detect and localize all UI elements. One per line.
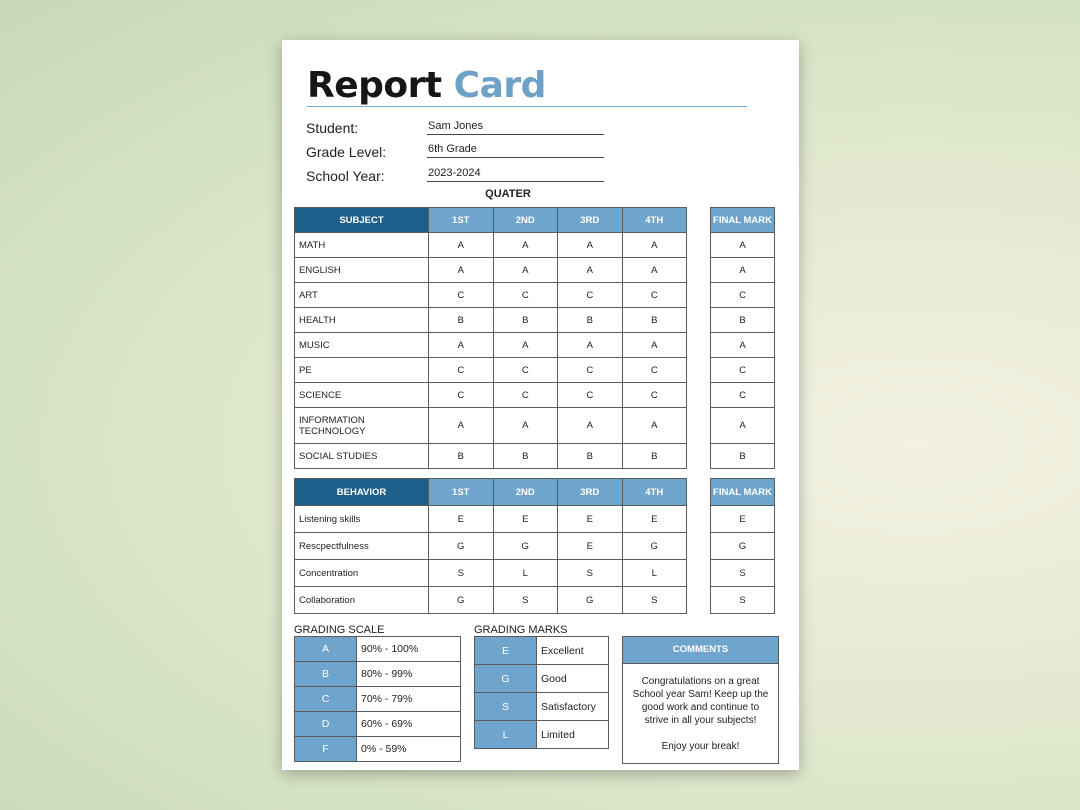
- behavior-final-mark[interactable]: G: [711, 533, 775, 560]
- grading-scale-row: [295, 662, 461, 687]
- subject-grade-q4[interactable]: B: [622, 444, 687, 469]
- grade-level-label: Grade Level:: [306, 144, 387, 160]
- behavior-name: Rescpectfulness: [295, 533, 429, 560]
- subject-name: SOCIAL STUDIES: [295, 444, 429, 469]
- subject-final-row: [711, 233, 775, 258]
- behavior-grade-q4[interactable]: L: [622, 560, 687, 587]
- grading-scale-label: GRADING SCALE: [294, 624, 385, 636]
- behavior-grade-q3[interactable]: E: [558, 506, 623, 533]
- subjects-table: [294, 207, 687, 469]
- behavior-row: [295, 506, 687, 533]
- grading-scale-row: [295, 712, 461, 737]
- subject-final-row: [711, 333, 775, 358]
- subject-final-mark[interactable]: B: [711, 308, 775, 333]
- subject-final-mark[interactable]: A: [711, 233, 775, 258]
- comments-text: Congratulations on a great School year Sam! Keep up the good work and continue to strive in all your subjects!: [632, 676, 769, 726]
- behavior-header-row: [295, 479, 687, 506]
- subject-grade-q3[interactable]: B: [558, 444, 623, 469]
- behavior-final-row: [711, 533, 775, 560]
- scale-grade: D: [295, 712, 357, 737]
- scale-range: 60% - 69%: [357, 712, 461, 737]
- title-word-card: Card: [453, 65, 546, 106]
- mark-meaning: Satisfactory: [537, 693, 609, 721]
- behavior-header-q3: 3RD: [558, 479, 623, 506]
- behavior-grade-q3[interactable]: S: [558, 560, 623, 587]
- subject-grade-q1[interactable]: A: [429, 408, 494, 444]
- subject-grade-q2[interactable]: A: [493, 408, 558, 444]
- subject-grade-q2[interactable]: C: [493, 358, 558, 383]
- grading-scale-row: [295, 687, 461, 712]
- subject-grade-q3[interactable]: B: [558, 308, 623, 333]
- behavior-grade-q1[interactable]: S: [429, 560, 494, 587]
- subject-grade-q1[interactable]: B: [429, 444, 494, 469]
- subject-grade-q1[interactable]: B: [429, 308, 494, 333]
- behavior-row: [295, 587, 687, 614]
- behavior-final-mark-header: FINAL MARK: [711, 479, 775, 506]
- behavior-name: Collaboration: [295, 587, 429, 614]
- subject-header-q3: 3RD: [558, 208, 623, 233]
- subject-name: INFORMATION TECHNOLOGY: [295, 408, 429, 444]
- grading-mark-row: [475, 693, 609, 721]
- scale-range: 80% - 99%: [357, 662, 461, 687]
- mark-letter: E: [475, 637, 537, 665]
- behavior-grade-q1[interactable]: G: [429, 587, 494, 614]
- subject-grade-q1[interactable]: C: [429, 283, 494, 308]
- subject-row: [295, 383, 687, 408]
- subject-grade-q4[interactable]: A: [622, 333, 687, 358]
- mark-meaning: Excellent: [537, 637, 609, 665]
- behavior-grade-q4[interactable]: G: [622, 533, 687, 560]
- behavior-grade-q4[interactable]: S: [622, 587, 687, 614]
- grading-mark-row: [475, 665, 609, 693]
- comments-body[interactable]: [623, 664, 778, 753]
- scale-grade: F: [295, 737, 357, 762]
- quarter-caption: QUATER: [485, 188, 531, 200]
- grading-scale-row: [295, 737, 461, 762]
- subject-final-mark[interactable]: A: [711, 408, 775, 444]
- title-word-report: Report: [307, 65, 442, 106]
- subject-header-q4: 4TH: [622, 208, 687, 233]
- grading-mark-row: [475, 637, 609, 665]
- subject-row: [295, 308, 687, 333]
- scale-grade: C: [295, 687, 357, 712]
- subject-row: [295, 444, 687, 469]
- subject-final-mark[interactable]: C: [711, 383, 775, 408]
- subject-header-label: SUBJECT: [295, 208, 429, 233]
- final-mark-header: FINAL MARK: [711, 208, 775, 233]
- scale-grade: A: [295, 637, 357, 662]
- subject-grade-q4[interactable]: A: [622, 233, 687, 258]
- behavior-row: [295, 533, 687, 560]
- subject-name: HEALTH: [295, 308, 429, 333]
- subject-final-row: [711, 444, 775, 469]
- subject-header-q1: 1ST: [429, 208, 494, 233]
- behavior-grade-q1[interactable]: G: [429, 533, 494, 560]
- grade-level-field[interactable]: 6th Grade: [427, 143, 604, 158]
- subject-grade-q2[interactable]: A: [493, 258, 558, 283]
- subject-grade-q2[interactable]: A: [493, 333, 558, 358]
- subject-grade-q1[interactable]: C: [429, 383, 494, 408]
- grading-marks-label: GRADING MARKS: [474, 624, 568, 636]
- subject-row: [295, 233, 687, 258]
- subject-grade-q3[interactable]: A: [558, 233, 623, 258]
- subject-name: MUSIC: [295, 333, 429, 358]
- behavior-final-mark[interactable]: S: [711, 560, 775, 587]
- report-card-page: [282, 40, 799, 770]
- subject-name: ENGLISH: [295, 258, 429, 283]
- subject-grade-q4[interactable]: B: [622, 308, 687, 333]
- subject-grade-q2[interactable]: C: [493, 283, 558, 308]
- comments-sign-off: Enjoy your break!: [661, 741, 740, 752]
- mark-letter: L: [475, 721, 537, 749]
- behavior-header-q1: 1ST: [429, 479, 494, 506]
- subject-row: [295, 283, 687, 308]
- subject-row: [295, 408, 687, 444]
- subject-grade-q2[interactable]: B: [493, 444, 558, 469]
- behavior-grade-q2[interactable]: G: [493, 533, 558, 560]
- behavior-name: Concentration: [295, 560, 429, 587]
- behavior-final-row: [711, 506, 775, 533]
- behavior-final-mark-table: [710, 478, 775, 614]
- grading-mark-row: [475, 721, 609, 749]
- behavior-header-q4: 4TH: [622, 479, 687, 506]
- behavior-header-q2: 2ND: [493, 479, 558, 506]
- subject-row: [295, 358, 687, 383]
- behavior-grade-q1[interactable]: E: [429, 506, 494, 533]
- behavior-name: Listening skills: [295, 506, 429, 533]
- subject-grade-q3[interactable]: A: [558, 333, 623, 358]
- subjects-final-mark-table: [710, 207, 775, 469]
- subject-grade-q2[interactable]: A: [493, 233, 558, 258]
- subject-grade-q4[interactable]: C: [622, 383, 687, 408]
- behavior-grade-q2[interactable]: E: [493, 506, 558, 533]
- subject-row: [295, 333, 687, 358]
- student-label: Student:: [306, 120, 359, 136]
- behavior-table: [294, 478, 687, 614]
- behavior-row: [295, 560, 687, 587]
- mark-meaning: Limited: [537, 721, 609, 749]
- subject-grade-q1[interactable]: A: [429, 233, 494, 258]
- subject-final-mark[interactable]: A: [711, 258, 775, 283]
- behavior-grade-q2[interactable]: S: [493, 587, 558, 614]
- behavior-header-label: BEHAVIOR: [295, 479, 429, 506]
- page-title: [307, 64, 546, 108]
- scale-range: 70% - 79%: [357, 687, 461, 712]
- subject-grade-q4[interactable]: A: [622, 258, 687, 283]
- subject-grade-q1[interactable]: A: [429, 333, 494, 358]
- student-field[interactable]: Sam Jones: [427, 120, 604, 135]
- mark-letter: G: [475, 665, 537, 693]
- comments-box: [622, 636, 779, 764]
- behavior-grade-q4[interactable]: E: [622, 506, 687, 533]
- title-underline: [307, 106, 747, 107]
- school-year-label: School Year:: [306, 168, 385, 184]
- grading-scale-table: [294, 636, 461, 762]
- behavior-final-row: [711, 587, 775, 614]
- behavior-final-mark[interactable]: E: [711, 506, 775, 533]
- behavior-final-mark[interactable]: S: [711, 587, 775, 614]
- subject-final-mark[interactable]: C: [711, 358, 775, 383]
- behavior-grade-q3[interactable]: E: [558, 533, 623, 560]
- subject-grade-q2[interactable]: B: [493, 308, 558, 333]
- behavior-grade-q2[interactable]: L: [493, 560, 558, 587]
- subject-grade-q3[interactable]: C: [558, 283, 623, 308]
- subject-final-row: [711, 283, 775, 308]
- subject-name: SCIENCE: [295, 383, 429, 408]
- scale-range: 90% - 100%: [357, 637, 461, 662]
- subject-grade-q3[interactable]: A: [558, 258, 623, 283]
- subject-grade-q4[interactable]: C: [622, 283, 687, 308]
- subject-grade-q1[interactable]: C: [429, 358, 494, 383]
- mark-letter: S: [475, 693, 537, 721]
- grading-marks-table: [474, 636, 609, 749]
- subject-final-row: [711, 408, 775, 444]
- subject-name: PE: [295, 358, 429, 383]
- subject-final-row: [711, 358, 775, 383]
- school-year-field[interactable]: 2023-2024: [427, 167, 604, 182]
- subject-grade-q4[interactable]: C: [622, 358, 687, 383]
- subject-grade-q3[interactable]: C: [558, 358, 623, 383]
- subject-grade-q2[interactable]: C: [493, 383, 558, 408]
- subject-grade-q1[interactable]: A: [429, 258, 494, 283]
- subject-row: [295, 258, 687, 283]
- subject-final-mark[interactable]: C: [711, 283, 775, 308]
- subject-final-row: [711, 258, 775, 283]
- grading-scale-row: [295, 637, 461, 662]
- subject-grade-q3[interactable]: A: [558, 408, 623, 444]
- scale-range: 0% - 59%: [357, 737, 461, 762]
- subject-final-mark[interactable]: B: [711, 444, 775, 469]
- subject-name: ART: [295, 283, 429, 308]
- subject-final-mark[interactable]: A: [711, 333, 775, 358]
- subject-header-q2: 2ND: [493, 208, 558, 233]
- behavior-final-row: [711, 560, 775, 587]
- mark-meaning: Good: [537, 665, 609, 693]
- subject-grade-q4[interactable]: A: [622, 408, 687, 444]
- comments-header: COMMENTS: [623, 637, 778, 664]
- subjects-header-row: [295, 208, 687, 233]
- subject-name: MATH: [295, 233, 429, 258]
- subject-final-row: [711, 383, 775, 408]
- scale-grade: B: [295, 662, 357, 687]
- subject-grade-q3[interactable]: C: [558, 383, 623, 408]
- subject-final-row: [711, 308, 775, 333]
- behavior-grade-q3[interactable]: G: [558, 587, 623, 614]
